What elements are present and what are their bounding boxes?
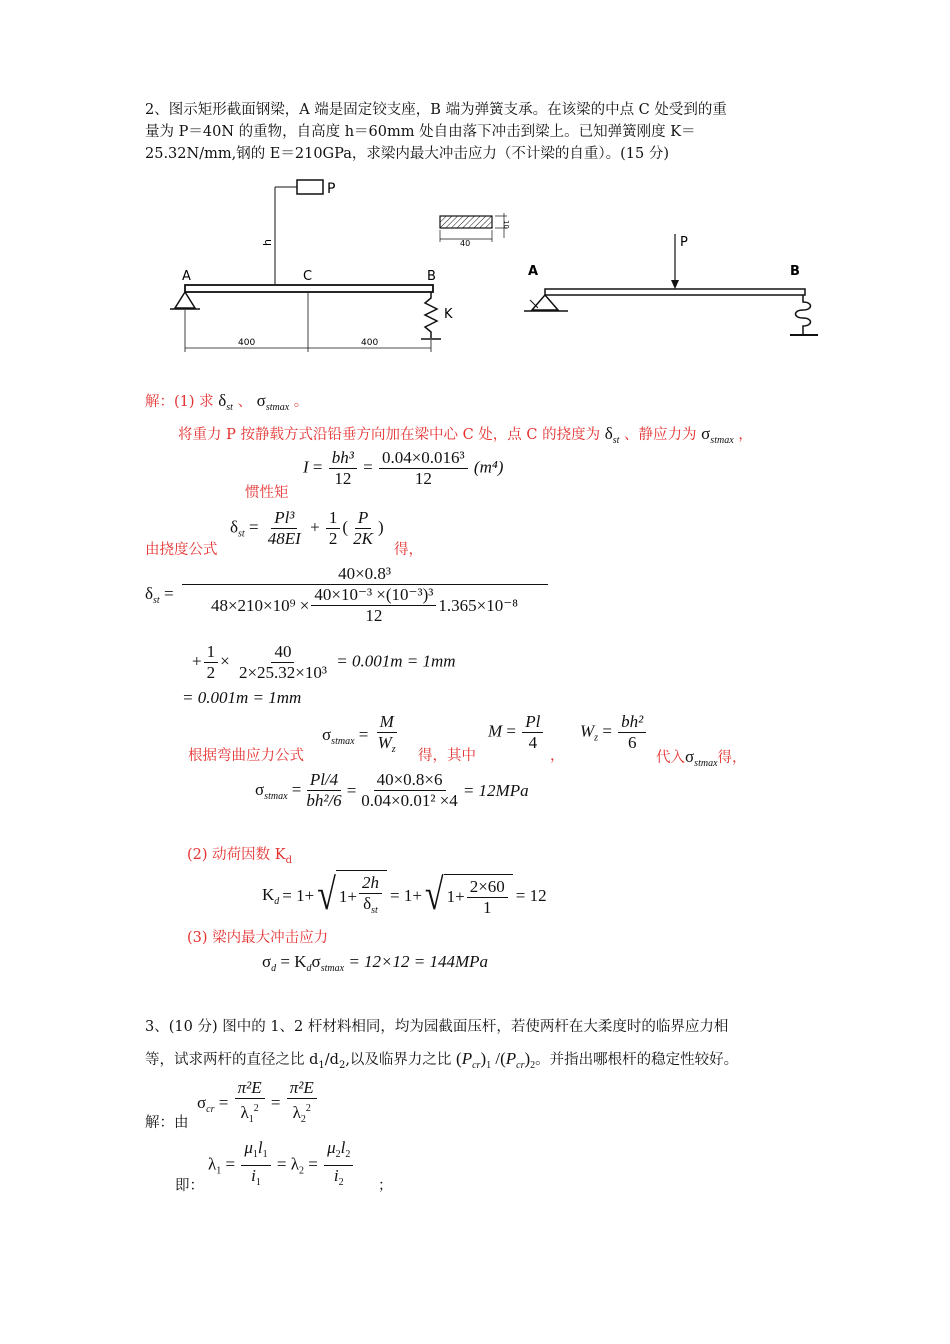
label-b: B [427,269,436,284]
substitute-label: 代入$\sigma_{stmax}$得， [656,747,747,769]
q3-sol-label: 解：由 [145,1115,189,1131]
weight-box [297,180,323,194]
eq-moment: M = $\frac{Pl}{4}$ [488,712,545,753]
beam-figure-right [520,230,830,342]
q3-line-1: 3、(10 分) 图中的 1、2 杆材料相同，均为园截面压杆，若使两杆在大柔度时的临界应力相 [145,1019,729,1035]
deflection-de: 得， [394,542,423,558]
deflection-label: 由挠度公式 [145,542,218,558]
beam-figure-left [165,172,475,357]
label-a-r: A [528,264,539,279]
q2-line-1: 2、图示矩形截面钢梁，A 端是固定铰支座，B 端为弹簧支承。在该梁的中点 C 处受到的重 [145,102,727,118]
bending-de: 得，其中 [418,748,476,764]
inertia-label: 惯性矩 [245,485,289,501]
beam [185,285,433,292]
label-h: h [261,239,274,246]
eq-deflection-result: = 0.001m = 1mm [182,688,302,707]
label-k: K [444,307,453,322]
eq-section-modulus: $W_z$ = $\frac{\text{bh²}}{6}$ [580,712,648,753]
sol-step-1-text: 将重力 P 按静载方式沿铅垂方向加在梁中心 C 处，点 C 的挠度为 $\delta_{st}$ 、静应力为 $\sigma_{stmax}$ ， [178,424,753,446]
q3-semicolon: ； [378,1178,393,1194]
eq-deflection-spring: + $\frac{1}{2}$ × $\frac{40}{\text{2×25.32×10³}}$ = 0.001m = 1mm [192,642,456,682]
eq-max-impact-stress: $\sigma_d = K_d\sigma_{stmax} = 12\times 12 = 144MPa$ [262,952,489,974]
eq-critical-stress: $\sigma_{cr}$ = $\frac{\text{π²E}}{\lambda_1^2}$ = $\frac{\text{π²E}}{\lambda_2^2}$ [197,1078,319,1130]
eq-inertia: I = $\frac{\text{bh³}}{12}$ = $\frac{\text{0.04×0.016³}}{12}$ (m⁴) [303,448,504,488]
q3-line-2: 等，试求两杆的直径之比 $d_1/d_2$,以及临界力之比 $(P_{cr})_1$ $/(P_{cr})_2$。并指出哪根杆的稳定性较好。 [145,1049,739,1071]
sol-step-1: 解：(1) 求 $\delta_{st}$ 、 $\sigma_{stmax}$ 。 [145,391,309,413]
label-p-r: P [680,235,688,250]
beam-r [545,289,805,295]
label-c: C [303,269,313,284]
dim-left: 400 [238,338,256,348]
sec-width: 40 [460,239,471,248]
cross-section [435,210,515,250]
eq-slenderness: $\lambda_1$ = $\frac{\mu_1l_1}{i_1}$ = $\lambda_2$ = $\frac{\mu_2l_2}{i_2}$ [208,1138,355,1193]
label-p: P [327,181,336,197]
dim-right: 400 [361,338,379,348]
q2-line-2: 量为 P＝40N 的重物，自高度 h＝60mm 处自由落下冲击到梁上。已知弹簧刚度 K＝ [145,124,696,140]
eq-stress-calc: $\sigma_{stmax}$ = $\frac{Pl/4}{\text{bh²/6}}$ = $\frac{40\times 0.8\times 6}{\text{0.04×0.01² ×4}}$ = 12MPa [255,770,529,810]
sol-step-3: (3) 梁内最大冲击应力 [187,930,329,946]
eq-bending: $\sigma_{stmax}$ = $\frac{M}{W_z}$ [322,712,396,755]
eq-deflection: $\delta_{st}$ = $\frac{\text{Pl³}}{48EI}$ + $\frac{1}{2}$ ( $\frac{P}{2K}$ ) [230,508,384,548]
bending-label: 根据弯曲应力公式 [188,748,304,764]
q2-line-3: 25.32N/mm,钢的 E＝210GPa，求梁内最大冲击应力（不计梁的自重）。(15 分) [145,146,670,162]
sec-height: 10 [502,220,510,229]
label-a: A [182,269,191,284]
bending-comma: ， [550,748,565,764]
eq-impact-factor: $K_d$ = 1+ √ 1+ $\frac{2h}{\delta_{st}}$ = 1+ √ 1+ $\frac{2\times 60}{1}$ = 12 [262,870,547,921]
sol-step-2: (2) 动荷因数 $K_d$ [187,847,292,866]
eq-deflection-sub: $\delta_{st}$ = 40×0.8³ 48×210×10⁹ × $\frac{\text{40×10⁻³ ×(10⁻³)³}}{12}$ 1.365×10⁻⁸ [145,564,550,626]
label-b-r: B [790,264,800,279]
q3-ji-label: 即： [175,1178,204,1194]
